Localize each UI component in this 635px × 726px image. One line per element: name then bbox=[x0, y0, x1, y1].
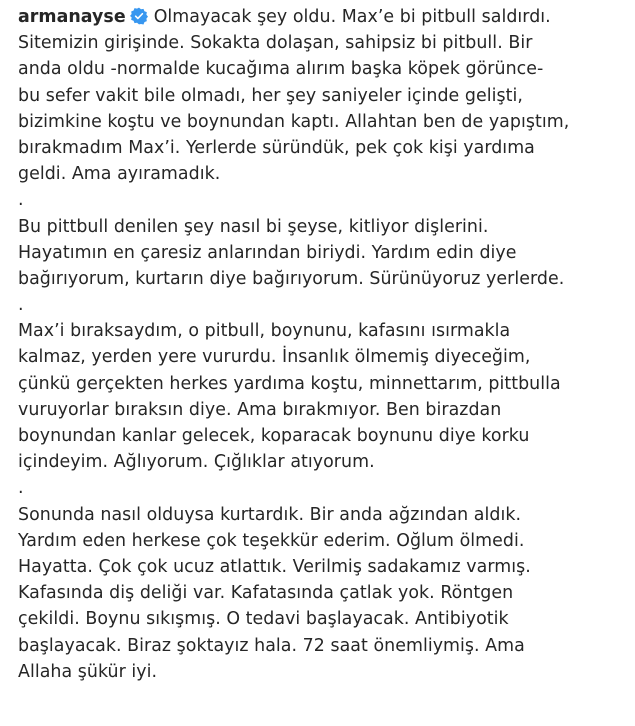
caption-line: çünkü gerçekten herkes yardıma koştu, minnettarım, pittbulla bbox=[18, 373, 561, 394]
post-caption bbox=[18, 4, 630, 685]
paragraph-separator: . bbox=[18, 478, 24, 499]
caption-line: bağırıyorum, kurtarın diye bağırıyorum. Sürünüyoruz yerlerde. bbox=[18, 268, 565, 289]
paragraph-separator: . bbox=[18, 190, 24, 211]
caption-line: Max’i bıraksaydım, o pitbull, boynunu, kafasını ısırmakla bbox=[18, 321, 511, 342]
caption-line: kalmaz, yerden yere vururdu. İnsanlık ölmemiş diyeceğim, bbox=[18, 347, 531, 368]
caption-line: Yardım eden herkese çok teşekkür ederim. Oğlum ölmedi. bbox=[18, 530, 525, 551]
username-link[interactable]: armanayse bbox=[18, 7, 126, 27]
verified-badge-icon bbox=[130, 7, 148, 25]
caption-line: Sitemizin girişinde. Sokakta dolaşan, sahipsiz bi pitbull. Bir bbox=[18, 33, 533, 54]
caption-line: Kafasında diş deliği var. Kafatasında çatlak yok. Röntgen bbox=[18, 583, 514, 604]
caption-line: Sonunda nasıl olduysa kurtardık. Bir anda ağzından aldık. bbox=[18, 504, 522, 525]
caption-line: çekildi. Boynu sıkışmış. O tedavi başlayacak. Antibiyotik bbox=[18, 609, 509, 630]
paragraph-separator: . bbox=[18, 295, 24, 316]
caption-first-line-text: Olmayacak şey oldu. Max’e bi pitbull saldırdı. bbox=[153, 7, 551, 27]
caption-line: boynundan kanlar gelecek, koparacak boynunu diye korku bbox=[18, 426, 530, 446]
caption-line: anda oldu -normalde kucağıma alırım başka köpek görünce- bbox=[18, 59, 544, 80]
caption-line: Bu pittbull denilen şey nasıl bi şeyse, kitliyor dişlerini. bbox=[18, 216, 489, 237]
caption-first-line bbox=[18, 4, 630, 30]
caption-line: Hayatta. Çok çok ucuz atlattık. Verilmiş sadakamız varmış. bbox=[18, 556, 531, 577]
caption-line: Allaha şükür iyi. bbox=[18, 661, 158, 682]
caption-line: başlayacak. Biraz şoktayız hala. 72 saat önemliymiş. Ama bbox=[18, 635, 525, 656]
caption-line: vuruyorlar bıraksın diye. Ama bırakmıyor. Ben birazdan bbox=[18, 399, 502, 420]
caption-line: içindeyim. Ağlıyorum. Çığlıklar atıyorum. bbox=[18, 452, 375, 473]
caption-line: bizimkine koştu ve boynundan kaptı. Allahtan ben de yapıştım, bbox=[18, 111, 570, 132]
caption-line: geldi. Ama ayıramadık. bbox=[18, 164, 221, 185]
caption-line: Hayatımın en çaresiz anlarından biriydi. Yardım edin diye bbox=[18, 242, 517, 263]
caption-line: bırakmadım Max’i. Yerlerde süründük, pek çok kişi yardıma bbox=[18, 137, 535, 158]
caption-line: bu sefer vakit bile olmadı, her şey saniyeler içinde gelişti, bbox=[18, 85, 523, 106]
